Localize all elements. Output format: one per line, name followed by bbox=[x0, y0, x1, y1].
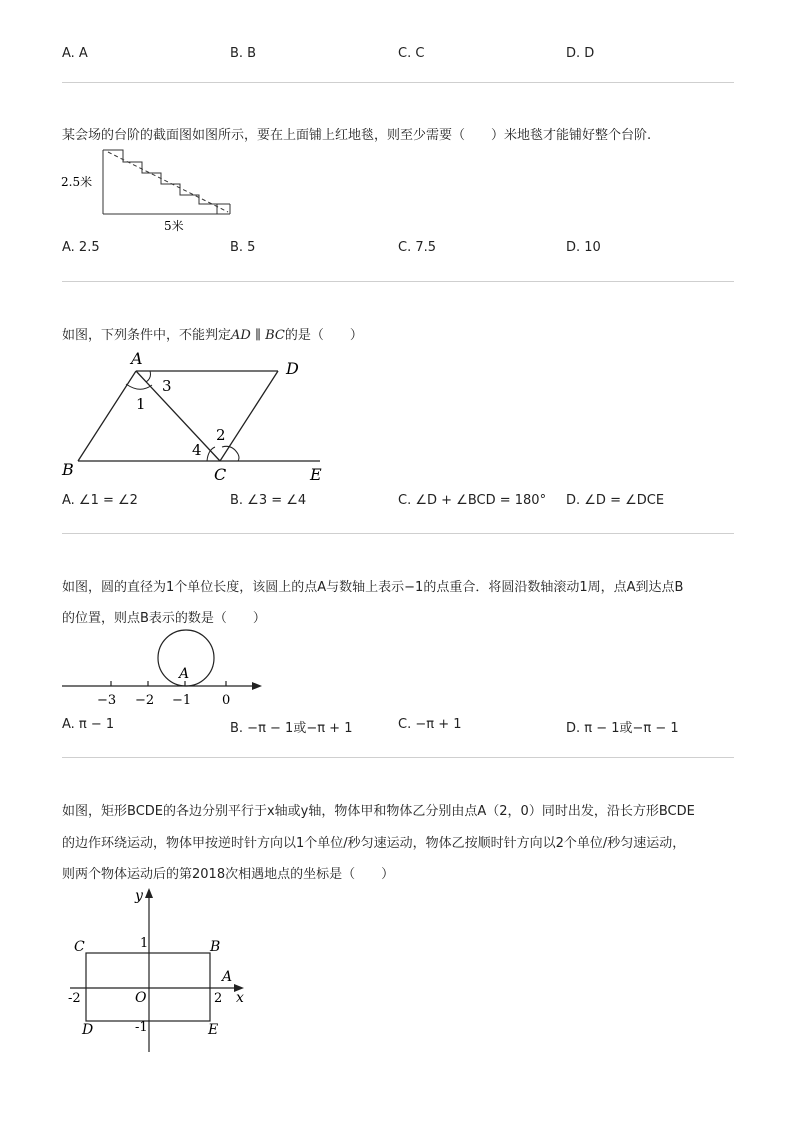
q2-option-d: D. ∠D = ∠DCE bbox=[566, 493, 665, 508]
q4-tick-neg1: -1 bbox=[135, 1020, 148, 1035]
q2-text-suffix: 的是（ ） bbox=[284, 328, 363, 343]
q1-option-b: B. 5 bbox=[230, 240, 256, 255]
q2-angle-1: 1 bbox=[136, 395, 146, 413]
q2-point-b: B bbox=[62, 460, 74, 479]
q4-point-d: D bbox=[82, 1022, 94, 1038]
q0-option-c: C. C bbox=[398, 46, 425, 61]
q2-text-math: AD ∥ BC bbox=[231, 328, 285, 343]
q3-point-a: A bbox=[179, 666, 190, 682]
q2-question-text bbox=[62, 324, 363, 343]
q1-stairs-figure bbox=[58, 142, 248, 234]
q4-tick-neg2: -2 bbox=[68, 991, 81, 1006]
q0-option-a: A. A bbox=[62, 46, 88, 61]
q4-point-a: A bbox=[222, 969, 233, 985]
q4-point-b: B bbox=[210, 939, 221, 955]
q2-point-a: A bbox=[131, 349, 143, 368]
q4-point-e: E bbox=[208, 1022, 219, 1038]
q2-angle-4: 4 bbox=[192, 441, 202, 459]
q4-tick-1: 1 bbox=[140, 936, 149, 951]
divider bbox=[62, 533, 734, 534]
q1-height-label: 2.5米 bbox=[61, 175, 93, 189]
q2-option-a: A. ∠1 = ∠2 bbox=[62, 493, 138, 508]
q2-parallelogram-figure bbox=[58, 346, 338, 486]
divider bbox=[62, 281, 734, 282]
q4-x-label: x bbox=[236, 990, 244, 1006]
q4-tick-2: 2 bbox=[214, 991, 223, 1006]
q4-origin-label: O bbox=[135, 990, 147, 1006]
q3-question-line2: 的位置，则点B表示的数是（ ） bbox=[62, 611, 266, 626]
q4-question-line2: 的边作环绕运动，物体甲按逆时针方向以1个单位/秒匀速运动，物体乙按顺时针方向以2个单位/秒匀速运动， bbox=[62, 836, 686, 851]
q1-option-a: A. 2.5 bbox=[62, 240, 100, 255]
q3-option-a: A. π − 1 bbox=[62, 717, 115, 732]
q3-tick-neg3: −3 bbox=[97, 693, 117, 708]
q4-point-c: C bbox=[74, 939, 85, 955]
q1-question-text: 某会场的台阶的截面图如图所示，要在上面铺上红地毯，则至少需要（ ）米地毯才能铺好整个台阶. bbox=[62, 128, 652, 143]
q3-tick-neg2: −2 bbox=[135, 693, 155, 708]
q1-option-c: C. 7.5 bbox=[398, 240, 437, 255]
q2-point-d: D bbox=[286, 359, 299, 378]
q4-question-line3: 则两个物体运动后的第2018次相遇地点的坐标是（ ） bbox=[62, 867, 395, 882]
q2-angle-3: 3 bbox=[162, 377, 172, 395]
q1-width-label: 5米 bbox=[164, 219, 184, 233]
q4-question-line1: 如图，矩形BCDE的各边分别平行于x轴或y轴，物体甲和物体乙分别由点A（2，0）同时出发，沿长方形BCDE bbox=[62, 804, 695, 819]
divider bbox=[62, 757, 734, 758]
q4-coordinate-figure bbox=[58, 884, 258, 1056]
q3-question-line1: 如图，圆的直径为1个单位长度，该圆上的点A与数轴上表示−1的点重合．将圆沿数轴滚动1周，点A到达点B bbox=[62, 580, 684, 595]
q3-option-b: B. −π − 1或−π + 1 bbox=[230, 721, 353, 736]
q2-point-c: C bbox=[214, 465, 227, 484]
q2-text-prefix: 如图，下列条件中，不能判定 bbox=[62, 328, 232, 343]
q3-option-d: D. π − 1或−π − 1 bbox=[566, 721, 679, 736]
q3-tick-0: 0 bbox=[222, 693, 231, 708]
q0-option-d: D. D bbox=[566, 46, 595, 61]
q4-y-label: y bbox=[135, 888, 143, 904]
q0-option-b: B. B bbox=[230, 46, 257, 61]
q3-tick-neg1: −1 bbox=[172, 693, 192, 708]
q2-option-b: B. ∠3 = ∠4 bbox=[230, 493, 307, 508]
divider bbox=[62, 82, 734, 83]
q2-point-e: E bbox=[310, 465, 322, 484]
q3-number-line-figure bbox=[58, 626, 272, 712]
q3-option-c: C. −π + 1 bbox=[398, 717, 462, 732]
q2-angle-2: 2 bbox=[216, 426, 226, 444]
q1-option-d: D. 10 bbox=[566, 240, 601, 255]
q2-option-c: C. ∠D + ∠BCD = 180° bbox=[398, 493, 547, 508]
